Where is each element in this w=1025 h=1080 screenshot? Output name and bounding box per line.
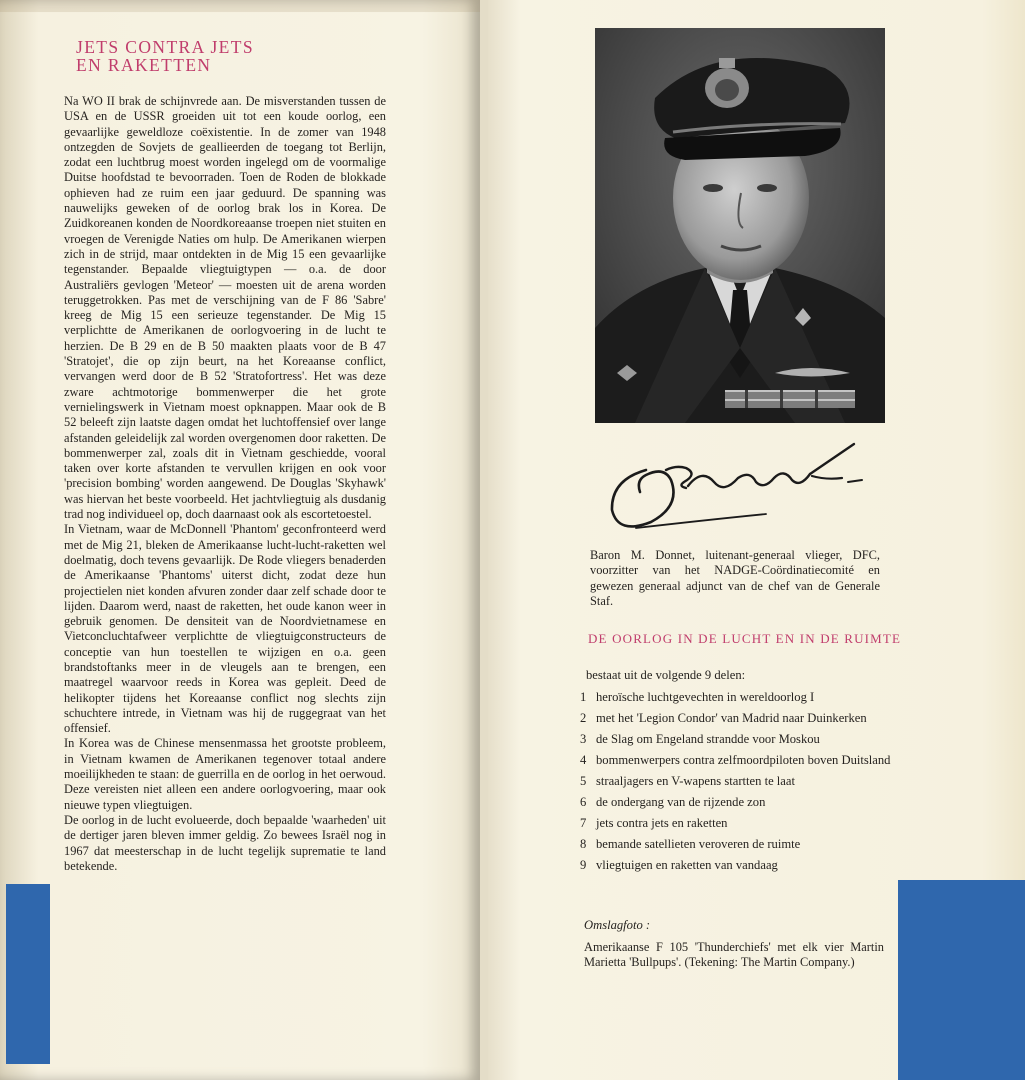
volume-number: 9 — [580, 858, 587, 872]
flap-heading-line-1: JETS CONTRA JETS — [76, 37, 254, 57]
volume-list — [580, 690, 910, 879]
volume-title: de Slag om Engeland strandde voor Moskou — [596, 732, 820, 746]
blue-band-left — [6, 884, 50, 1064]
volume-title: de ondergang van de rijzende zon — [596, 795, 766, 809]
signature-image — [606, 440, 866, 540]
volume-number: 2 — [580, 711, 587, 725]
volume-number: 3 — [580, 732, 587, 746]
flap-body-text — [64, 94, 386, 874]
body-paragraph-4: De oorlog in de lucht evolueerde, doch bepaalde 'waarheden' uit de dertiger jaren bleven immer geldig. Zo bewees Israël nog in 1967 dat meesterschap in de lucht tegelijk suprematie te land betekende. — [64, 812, 386, 873]
body-paragraph-1: Na WO II brak de schijnvrede aan. De misverstanden tussen de USA en de USSR groeiden uit tot een koude oorlog, een gevaarlijke geweldloze coëxistentie. In de zomer van 1948 ontzegden de Sovjets de geallieerden de toegang tot Berlijn, zodat een luchtbrug moest worden ingelegd om de voormalige Duitse hoofdstad te bevoorraden. Toen de Roden de blokkade ophieven had ze ruim een jaar geduurd. De spanning was nauwelijks geweken of de oorlog brak los in Korea. De Zuidkoreanen konden de Noordkoreaanse troepen niet stuiten en vroegen de Verenigde Naties om hulp. De Amerikanen wierpen zich in de strijd, maar ontdekten in de Mig 15 een gevaarlijke tegenstander. Bepaalde vliegtuigtypen — o.a. de door Australiërs gevlogen 'Meteor' — moesten uit de arena worden teruggetrokken. Pas met de verschijning van de F 86 'Sabre' kreeg de Mig 15 een serieuze tegenstander. De Mig 15 verplichtte de Amerikanen de oorlogvoering in de lucht te herzien. De B 29 en de B 50 maakten plaats voor de B 47 'Stratojet', die op zijn beurt, na het Koreaanse conflict, vervangen werd door de B 52 'Stratofortress'. Het was deze zware achtmotorige bommenwerper die het grote vernielingswerk in Vietnam moest opknappen. Maar ook de B 52 beleeft zijn laatste dagen omdat het luchtoffensief over lange afstanden geleidelijk zal worden overgenomen door raketten. De bommenwerper zal, zoals dit in Vietnam geschiedde, vooral taken over korte afstanden te vervullen krijgen en ook voor 'precision bombing' worden aangewend. De Douglas 'Skyhawk' was hiervan het beste voorbeeld. Het jachtvliegtuig als dusdanig trad nog individueel op, doch daarnaast ook als escortetoestel. — [64, 94, 386, 522]
volume-list-item — [580, 858, 910, 873]
volume-title: bemande satellieten veroveren de ruimte — [596, 837, 801, 851]
cover-photo-label: Omslagfoto : — [584, 918, 651, 932]
series-intro: bestaat uit de volgende 9 delen: — [586, 668, 746, 682]
volume-number: 4 — [580, 753, 587, 767]
volume-list-item — [580, 711, 910, 726]
volume-title: vliegtuigen en raketten van vandaag — [596, 858, 778, 872]
flap-heading — [76, 38, 376, 75]
cover-photo-credit: Amerikaanse F 105 'Thunderchiefs' met elk vier Martin Marietta 'Bullpups'. (Tekening: The Martin Company.) — [584, 940, 884, 969]
series-heading: DE OORLOG IN DE LUCHT EN IN DE RUIMTE — [588, 631, 902, 646]
volume-list-item — [580, 837, 910, 852]
volume-list-item — [580, 690, 910, 705]
volume-list-item — [580, 774, 910, 789]
right-flap — [488, 0, 1025, 1080]
volume-title: bommenwerpers contra zelfmoordpiloten boven Duitsland — [596, 753, 891, 767]
flap-heading-line-2: EN RAKETTEN — [76, 55, 212, 76]
volume-title: straaljagers en V-wapens startten te laat — [596, 774, 795, 788]
volume-number: 6 — [580, 795, 587, 809]
volume-title: met het 'Legion Condor' van Madrid naar Duinkerken — [596, 711, 867, 725]
volume-list-item — [580, 816, 910, 831]
volume-list-item — [580, 795, 910, 810]
portrait-caption: Baron M. Donnet, luitenant-generaal vlieger, DFC, voorzitter van het NADGE-Coördinatiecomité en gewezen generaal adjunct van de chef van de Generale Staf. — [590, 548, 880, 608]
officer-portrait-illustration — [595, 28, 885, 423]
left-flap — [0, 0, 480, 1080]
body-paragraph-2: In Vietnam, waar de McDonnell 'Phantom' geconfronteerd werd met de Mig 21, bleken de Amerikaanse lucht-lucht-raketten wel doelmatig, doch tevens gevaarlijk. De Rode vliegers benaderden de Amerikaanse 'Phantoms' uiterst dicht, zodat deze hun projectielen niet konden afvuren zonder daar zelf schade door te lijden. Daarom werd, naast de raketten, het oude kanon weer in gebruik genomen. De densiteit van de Noordvietnamese en Vietconcluchtafweer verplichtte de vliegtuigconstructeurs de conceptie van hun toestellen te wijzigen en o.a. geen brandstoftanks meer in de vleugels aan te brengen, een maatregel waarvoor reeds in Korea was gepleit. Deed de helikopter tijdens het Koreaanse conflict nog slechts zijn schuchtere intrede, in Vietnam was hij de ruggegraat van het offensief. — [64, 522, 386, 736]
volume-number: 8 — [580, 837, 587, 851]
body-paragraph-3: In Korea was de Chinese mensenmassa het grootste probleem, in Vietnam kwamen de Amerikanen tegenover totaal andere moeilijkheden te staan: de guerrilla en de oorlog in het oerwoud. Deze vereisten niet alleen een andere oorlogvoering, maar ook nieuwe typen vliegtuigen. — [64, 736, 386, 812]
volume-list-item — [580, 753, 910, 768]
volume-title: heroïsche luchtgevechten in wereldoorlog I — [596, 690, 815, 704]
portrait-photo — [595, 28, 885, 423]
volume-number: 7 — [580, 816, 587, 830]
volume-list-item — [580, 732, 910, 747]
paper-edge-wear — [0, 0, 480, 12]
volume-title: jets contra jets en raketten — [596, 816, 728, 830]
volume-number: 1 — [580, 690, 587, 704]
blue-band-right — [898, 880, 1025, 1080]
volume-number: 5 — [580, 774, 587, 788]
